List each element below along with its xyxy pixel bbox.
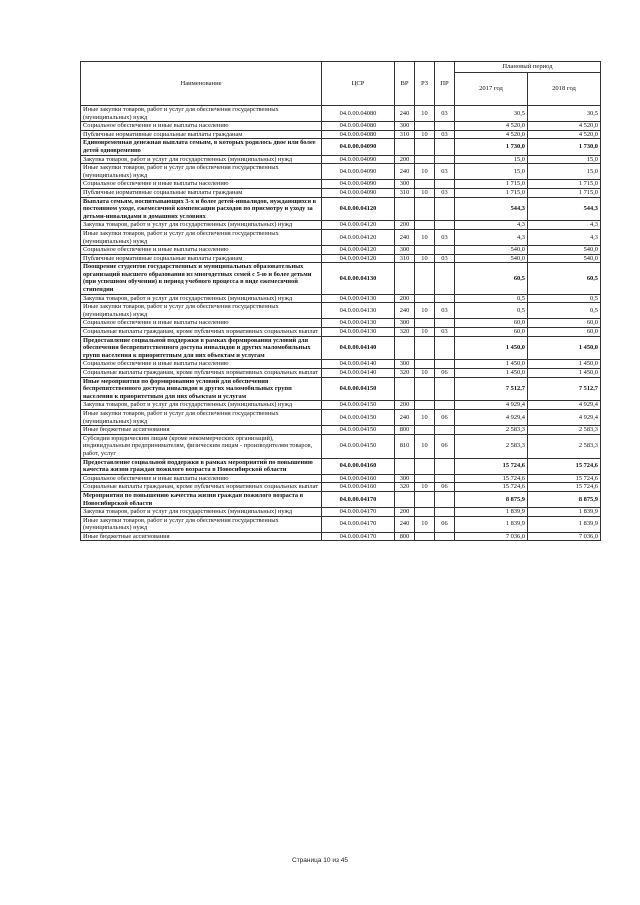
- row-vr: 300: [395, 180, 415, 189]
- row-name: Социальные выплаты гражданам, кроме публичных нормативных социальных выплат: [81, 483, 322, 492]
- row-value-2018: 1 715,0: [528, 180, 601, 189]
- table-row: [81, 426, 601, 435]
- table-row: [81, 180, 601, 189]
- row-name: Закупка товаров, работ и услуг для государственных (муниципальных) нужд: [81, 508, 322, 517]
- header-pr: ПР: [435, 62, 455, 106]
- row-pr: [435, 474, 455, 483]
- row-value-2018: 60,5: [528, 263, 601, 294]
- row-value-2018: 60,0: [528, 319, 601, 328]
- row-value-2017: 4 520,0: [455, 130, 528, 139]
- row-value-2017: 1 450,0: [455, 360, 528, 369]
- row-csr: 04.0.00.04120: [322, 246, 395, 255]
- row-value-2018: 4 520,0: [528, 122, 601, 131]
- row-value-2017: 0,5: [455, 294, 528, 303]
- row-vr: [395, 491, 415, 507]
- row-name: Социальное обеспечение и иные выплаты населению: [81, 474, 322, 483]
- table-row: [81, 401, 601, 410]
- row-value-2017: 540,0: [455, 254, 528, 263]
- row-value-2018: 1 450,0: [528, 369, 601, 378]
- row-rz: 10: [415, 516, 435, 532]
- row-rz: [415, 122, 435, 131]
- row-value-2017: 1 450,0: [455, 369, 528, 378]
- row-rz: [415, 532, 435, 541]
- row-value-2017: 540,0: [455, 246, 528, 255]
- row-csr: 04.0.00.04130: [322, 328, 395, 337]
- row-value-2017: 60,0: [455, 319, 528, 328]
- row-value-2018: 4 520,0: [528, 130, 601, 139]
- row-name: Иные закупки товаров, работ и услуг для обеспечения государственных (муниципальных) нужд: [81, 516, 322, 532]
- row-csr: 04.0.00.04170: [322, 508, 395, 517]
- row-vr: 300: [395, 246, 415, 255]
- row-csr: 04.0.00.04170: [322, 532, 395, 541]
- row-vr: [395, 336, 415, 360]
- row-vr: 200: [395, 294, 415, 303]
- row-value-2017: 60,0: [455, 328, 528, 337]
- row-name: Иные закупки товаров, работ и услуг для обеспечения государственных (муниципальных) нужд: [81, 229, 322, 245]
- row-value-2017: 15 724,6: [455, 483, 528, 492]
- table-row: [81, 328, 601, 337]
- row-pr: [435, 377, 455, 401]
- row-value-2018: 1 839,9: [528, 516, 601, 532]
- row-value-2018: 60,0: [528, 328, 601, 337]
- table-row: [81, 139, 601, 155]
- row-pr: [435, 319, 455, 328]
- row-value-2018: 8 875,9: [528, 491, 601, 507]
- header-2017: 2017 год: [455, 73, 528, 106]
- row-vr: 300: [395, 122, 415, 131]
- row-name: Социальное обеспечение и иные выплаты населению: [81, 360, 322, 369]
- row-vr: [395, 458, 415, 474]
- row-value-2018: 1 839,9: [528, 508, 601, 517]
- row-rz: [415, 197, 435, 221]
- row-rz: 10: [415, 409, 435, 425]
- row-csr: 04.0.00.04150: [322, 409, 395, 425]
- row-value-2017: 544,3: [455, 197, 528, 221]
- row-pr: 06: [435, 409, 455, 425]
- row-vr: 310: [395, 254, 415, 263]
- row-csr: 04.0.00.04160: [322, 458, 395, 474]
- row-value-2018: 15,0: [528, 155, 601, 164]
- row-value-2017: 8 875,9: [455, 491, 528, 507]
- row-rz: 10: [415, 369, 435, 378]
- header-rz: РЗ: [415, 62, 435, 106]
- row-name: Социальное обеспечение и иные выплаты населению: [81, 122, 322, 131]
- row-pr: 06: [435, 369, 455, 378]
- row-pr: [435, 491, 455, 507]
- row-pr: 03: [435, 188, 455, 197]
- row-csr: 04.0.00.04080: [322, 106, 395, 122]
- row-value-2017: 15,0: [455, 164, 528, 180]
- row-name: Социальное обеспечение и иные выплаты населению: [81, 319, 322, 328]
- row-pr: [435, 360, 455, 369]
- row-vr: 300: [395, 360, 415, 369]
- row-name: Иные закупки товаров, работ и услуг для обеспечения государственных (муниципальных) нужд: [81, 303, 322, 319]
- row-csr: 04.0.00.04140: [322, 369, 395, 378]
- row-csr: 04.0.00.04130: [322, 294, 395, 303]
- row-rz: [415, 491, 435, 507]
- table-row: [81, 369, 601, 378]
- row-name: Закупка товаров, работ и услуг для государственных (муниципальных) нужд: [81, 401, 322, 410]
- row-vr: 320: [395, 328, 415, 337]
- table-row: [81, 336, 601, 360]
- row-value-2018: 540,0: [528, 254, 601, 263]
- row-name: Социальные выплаты гражданам, кроме публичных нормативных социальных выплат: [81, 328, 322, 337]
- row-rz: [415, 139, 435, 155]
- row-csr: 04.0.00.04160: [322, 483, 395, 492]
- row-vr: 240: [395, 229, 415, 245]
- row-value-2017: 1 839,9: [455, 516, 528, 532]
- row-value-2018: 0,5: [528, 303, 601, 319]
- row-value-2017: 7 036,0: [455, 532, 528, 541]
- row-vr: 200: [395, 155, 415, 164]
- row-rz: [415, 508, 435, 517]
- row-pr: [435, 122, 455, 131]
- row-rz: [415, 426, 435, 435]
- row-rz: [415, 263, 435, 294]
- row-value-2018: 15 724,6: [528, 458, 601, 474]
- table-row: [81, 474, 601, 483]
- table-row: [81, 197, 601, 221]
- row-vr: 200: [395, 401, 415, 410]
- row-rz: 10: [415, 254, 435, 263]
- table-row: [81, 360, 601, 369]
- row-csr: 04.0.00.04090: [322, 180, 395, 189]
- row-rz: [415, 360, 435, 369]
- row-csr: 04.0.00.04130: [322, 263, 395, 294]
- row-value-2018: 4 929,4: [528, 409, 601, 425]
- row-pr: [435, 197, 455, 221]
- row-name: Субсидии юридическим лицам (кроме некоммерческих организаций), индивидуальным предпринимателям, физическим лицам - производителям товаров, работ, услуг: [81, 434, 322, 458]
- row-rz: 10: [415, 164, 435, 180]
- row-name: Публичные нормативные социальные выплаты гражданам: [81, 254, 322, 263]
- row-pr: 03: [435, 254, 455, 263]
- table-row: [81, 188, 601, 197]
- row-pr: [435, 336, 455, 360]
- row-csr: 04.0.00.04130: [322, 319, 395, 328]
- row-vr: 300: [395, 319, 415, 328]
- row-vr: [395, 377, 415, 401]
- row-value-2018: 15 724,6: [528, 483, 601, 492]
- row-value-2018: 544,3: [528, 197, 601, 221]
- row-pr: [435, 508, 455, 517]
- table-row: [81, 303, 601, 319]
- row-value-2018: 7 036,0: [528, 532, 601, 541]
- row-pr: [435, 180, 455, 189]
- row-csr: 04.0.00.04120: [322, 229, 395, 245]
- row-csr: 04.0.00.04080: [322, 130, 395, 139]
- row-name: Иные бюджетные ассигнования: [81, 426, 322, 435]
- table-row: [81, 122, 601, 131]
- table-row: [81, 254, 601, 263]
- row-csr: 04.0.00.04150: [322, 426, 395, 435]
- table-row: [81, 221, 601, 230]
- row-pr: [435, 263, 455, 294]
- row-csr: 04.0.00.04120: [322, 221, 395, 230]
- row-value-2017: 1 839,9: [455, 508, 528, 517]
- row-rz: [415, 155, 435, 164]
- row-rz: [415, 221, 435, 230]
- row-name: Иные бюджетные ассигнования: [81, 532, 322, 541]
- row-rz: 10: [415, 434, 435, 458]
- row-value-2018: 2 583,3: [528, 426, 601, 435]
- table-row: [81, 532, 601, 541]
- row-rz: [415, 474, 435, 483]
- row-vr: 800: [395, 532, 415, 541]
- row-pr: 06: [435, 516, 455, 532]
- row-csr: 04.0.00.04140: [322, 360, 395, 369]
- row-value-2017: 2 583,3: [455, 434, 528, 458]
- table-row: [81, 155, 601, 164]
- row-rz: [415, 246, 435, 255]
- row-csr: 04.0.00.04160: [322, 474, 395, 483]
- row-value-2017: 4 929,4: [455, 409, 528, 425]
- row-rz: 10: [415, 483, 435, 492]
- row-value-2018: 7 512,7: [528, 377, 601, 401]
- row-csr: 04.0.00.04120: [322, 254, 395, 263]
- row-value-2018: 1 450,0: [528, 336, 601, 360]
- row-value-2018: 4 929,4: [528, 401, 601, 410]
- row-rz: 10: [415, 229, 435, 245]
- budget-page: [80, 61, 600, 541]
- row-name: Закупка товаров, работ и услуг для государственных (муниципальных) нужд: [81, 155, 322, 164]
- row-csr: 04.0.00.04170: [322, 516, 395, 532]
- row-vr: 240: [395, 303, 415, 319]
- row-value-2018: 1 715,0: [528, 188, 601, 197]
- header-csr: ЦСР: [322, 62, 395, 106]
- row-vr: 320: [395, 369, 415, 378]
- row-vr: [395, 263, 415, 294]
- row-name: Социальные выплаты гражданам, кроме публичных нормативных социальных выплат: [81, 369, 322, 378]
- row-vr: 200: [395, 508, 415, 517]
- row-rz: [415, 458, 435, 474]
- row-pr: [435, 294, 455, 303]
- table-row: [81, 409, 601, 425]
- row-value-2018: 15 724,6: [528, 474, 601, 483]
- row-vr: 800: [395, 426, 415, 435]
- table-row: [81, 130, 601, 139]
- row-rz: [415, 180, 435, 189]
- row-value-2017: 1 715,0: [455, 188, 528, 197]
- page-footer: Страница 10 из 45: [292, 857, 348, 864]
- row-vr: 240: [395, 409, 415, 425]
- row-value-2018: 30,5: [528, 106, 601, 122]
- row-value-2017: 1 730,0: [455, 139, 528, 155]
- row-value-2018: 1 730,0: [528, 139, 601, 155]
- row-csr: 04.0.00.04120: [322, 197, 395, 221]
- row-rz: 10: [415, 106, 435, 122]
- table-row: [81, 483, 601, 492]
- row-vr: [395, 139, 415, 155]
- row-pr: 03: [435, 303, 455, 319]
- row-value-2017: 0,5: [455, 303, 528, 319]
- row-value-2017: 7 512,7: [455, 377, 528, 401]
- row-rz: 10: [415, 328, 435, 337]
- table-row: [81, 229, 601, 245]
- row-pr: 06: [435, 483, 455, 492]
- row-name: Поощрение студентов государственных и муниципальных образовательных организаций высшего образования из многодетных семей с 5-ю и более детьми (при успешном обучении) в период учебного процесса в виде ежемесячной стипендии: [81, 263, 322, 294]
- row-name: Закупка товаров, работ и услуг для государственных (муниципальных) нужд: [81, 294, 322, 303]
- row-pr: [435, 246, 455, 255]
- row-pr: 03: [435, 328, 455, 337]
- table-row: [81, 516, 601, 532]
- row-pr: [435, 221, 455, 230]
- row-pr: [435, 458, 455, 474]
- row-vr: 320: [395, 483, 415, 492]
- row-pr: 06: [435, 434, 455, 458]
- row-pr: [435, 139, 455, 155]
- row-pr: 03: [435, 130, 455, 139]
- row-value-2018: 2 583,3: [528, 434, 601, 458]
- table-row: [81, 164, 601, 180]
- row-value-2017: 1 715,0: [455, 180, 528, 189]
- row-pr: 03: [435, 106, 455, 122]
- table-row: [81, 491, 601, 507]
- row-value-2018: 0,5: [528, 294, 601, 303]
- row-name: Публичные нормативные социальные выплаты гражданам: [81, 130, 322, 139]
- row-rz: [415, 336, 435, 360]
- row-csr: 04.0.00.04090: [322, 155, 395, 164]
- row-rz: [415, 294, 435, 303]
- row-value-2017: 2 583,3: [455, 426, 528, 435]
- row-vr: 810: [395, 434, 415, 458]
- row-value-2017: 15,0: [455, 155, 528, 164]
- row-value-2018: 4,3: [528, 221, 601, 230]
- row-value-2017: 15 724,6: [455, 474, 528, 483]
- row-name: Мероприятия по повышению качества жизни граждан пожилого возраста в Новосибирской области: [81, 491, 322, 507]
- row-name: Социальное обеспечение и иные выплаты населению: [81, 180, 322, 189]
- row-rz: [415, 377, 435, 401]
- row-csr: 04.0.00.04140: [322, 336, 395, 360]
- row-csr: 04.0.00.04150: [322, 434, 395, 458]
- row-name: Публичные нормативные социальные выплаты гражданам: [81, 188, 322, 197]
- row-name: Закупка товаров, работ и услуг для государственных (муниципальных) нужд: [81, 221, 322, 230]
- table-header: [81, 62, 601, 106]
- row-csr: 04.0.00.04090: [322, 139, 395, 155]
- row-vr: 310: [395, 130, 415, 139]
- row-csr: 04.0.00.04170: [322, 491, 395, 507]
- row-value-2018: 15,0: [528, 164, 601, 180]
- row-pr: [435, 426, 455, 435]
- row-value-2017: 4 929,4: [455, 401, 528, 410]
- row-csr: 04.0.00.04090: [322, 164, 395, 180]
- table-row: [81, 508, 601, 517]
- table-row: [81, 377, 601, 401]
- table-row: [81, 319, 601, 328]
- header-plan-period: Плановый период: [455, 62, 601, 73]
- row-value-2017: 4,3: [455, 221, 528, 230]
- row-vr: 240: [395, 516, 415, 532]
- row-pr: 03: [435, 164, 455, 180]
- table-body: [81, 106, 601, 541]
- row-vr: 300: [395, 474, 415, 483]
- row-value-2018: 1 450,0: [528, 360, 601, 369]
- row-csr: 04.0.00.04150: [322, 377, 395, 401]
- row-name: Иные закупки товаров, работ и услуг для обеспечения государственных (муниципальных) нужд: [81, 164, 322, 180]
- row-csr: 04.0.00.04080: [322, 122, 395, 131]
- row-rz: 10: [415, 188, 435, 197]
- row-vr: 240: [395, 164, 415, 180]
- row-vr: 200: [395, 221, 415, 230]
- row-name: Иные мероприятия по формированию условий для обеспечения беспрепятственного доступа инвалидов и других маломобильных групп населения к приоритетным для них объектам и услугам: [81, 377, 322, 401]
- row-rz: 10: [415, 303, 435, 319]
- table-row: [81, 458, 601, 474]
- row-pr: [435, 155, 455, 164]
- row-pr: [435, 401, 455, 410]
- row-value-2018: 4,3: [528, 229, 601, 245]
- row-value-2017: 30,5: [455, 106, 528, 122]
- table-row: [81, 294, 601, 303]
- table-row: [81, 246, 601, 255]
- row-vr: 310: [395, 188, 415, 197]
- row-name: Иные закупки товаров, работ и услуг для обеспечения государственных (муниципальных) нужд: [81, 409, 322, 425]
- header-2018: 2018 год: [528, 73, 601, 106]
- row-name: Социальное обеспечение и иные выплаты населению: [81, 246, 322, 255]
- row-value-2018: 540,0: [528, 246, 601, 255]
- row-csr: 04.0.00.04150: [322, 401, 395, 410]
- table-row: [81, 106, 601, 122]
- row-vr: 240: [395, 106, 415, 122]
- row-name: Предоставление социальной поддержки в рамках формирования условий для обеспечения беспрепятственного доступа инвалидов и других маломобильных групп населения к приоритетным для них объектам и услугам: [81, 336, 322, 360]
- row-name: Выплата семьям, воспитывающих 3-х и более детей-инвалидов, нуждающихся в постоянном уходе, ежемесячной компенсации расходов по присмотру и уходу за детьми-инвалидами в домашних условиях: [81, 197, 322, 221]
- row-value-2017: 4,3: [455, 229, 528, 245]
- row-pr: [435, 532, 455, 541]
- row-csr: 04.0.00.04090: [322, 188, 395, 197]
- row-pr: 03: [435, 229, 455, 245]
- row-rz: 10: [415, 130, 435, 139]
- header-vr: ВР: [395, 62, 415, 106]
- row-rz: [415, 319, 435, 328]
- row-value-2017: 1 450,0: [455, 336, 528, 360]
- header-name: Наименование: [81, 62, 322, 106]
- table-row: [81, 263, 601, 294]
- row-value-2017: 15 724,6: [455, 458, 528, 474]
- row-vr: [395, 197, 415, 221]
- row-name: Иные закупки товаров, работ и услуг для обеспечения государственных (муниципальных) нужд: [81, 106, 322, 122]
- table-row: [81, 434, 601, 458]
- row-name: Единовременная денежная выплата семьям, в которых родилось двое или более детей одновременно: [81, 139, 322, 155]
- row-rz: [415, 401, 435, 410]
- row-value-2017: 4 520,0: [455, 122, 528, 131]
- row-value-2017: 60,5: [455, 263, 528, 294]
- row-csr: 04.0.00.04130: [322, 303, 395, 319]
- budget-table: [80, 61, 601, 541]
- row-name: Предоставление социальной поддержки в рамках мероприятий по повышению качества жизни граждан пожилого возраста в Новосибирской области: [81, 458, 322, 474]
